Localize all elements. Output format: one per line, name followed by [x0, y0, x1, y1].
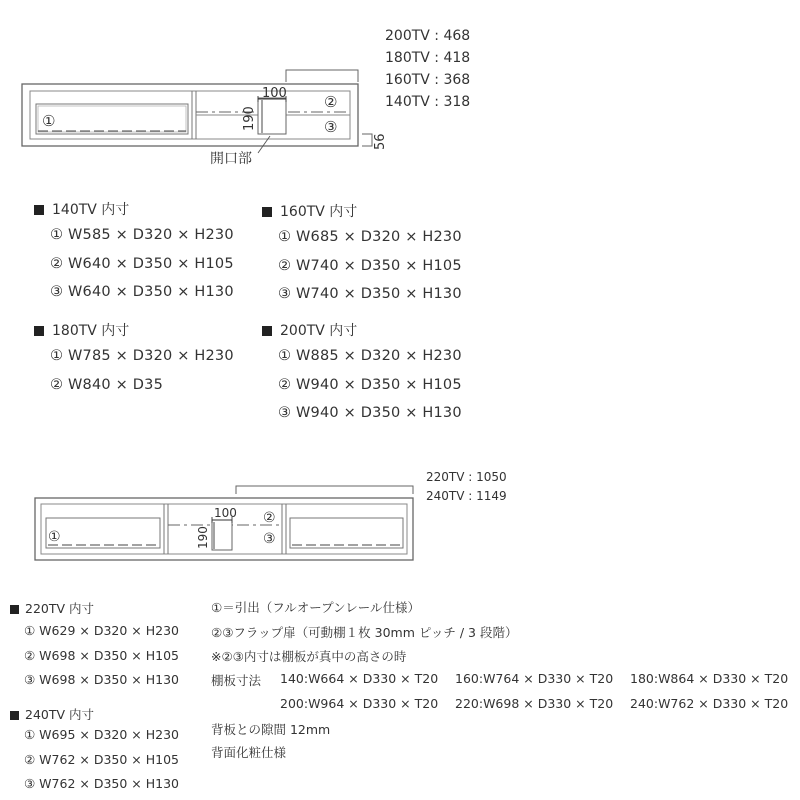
width-160: 160TV : 368: [385, 72, 471, 88]
note-flap: ②③フラップ扉（可動棚１枚 30mm ピッチ / 3 段階）: [211, 625, 518, 640]
width-220: 220TV : 1050: [426, 470, 507, 484]
drawer-left: [46, 518, 160, 548]
flap-label-2: ②: [324, 93, 338, 111]
shelf-200: 200:W964 × D330 × T20: [280, 696, 439, 711]
bullet-square-icon: [10, 605, 19, 614]
dim-190: 190: [242, 106, 257, 131]
shelf-220: 220:W698 × D330 × T20: [455, 696, 614, 711]
bullet-square-icon: [34, 205, 44, 215]
drawer-right: [290, 518, 403, 548]
drawer-label-1: ①: [42, 112, 56, 130]
shelf-label: 棚板寸法: [211, 673, 262, 688]
note-drawer: ①＝引出（フルオープンレール仕様）: [211, 600, 421, 615]
flap-label-3: ③: [263, 531, 276, 547]
flap-label-3: ③: [324, 118, 338, 136]
width-180: 180TV : 418: [385, 50, 471, 66]
width-200: 200TV : 468: [385, 28, 471, 44]
flap-label-2: ②: [263, 510, 276, 526]
note-inner: ※②③内寸は棚板が真中の高さの時: [211, 649, 407, 664]
drawer-label-1: ①: [48, 529, 61, 545]
bullet-square-icon: [262, 326, 272, 336]
dim-56: 56: [373, 133, 388, 150]
shelf-140: 140:W664 × D330 × T20: [280, 671, 439, 686]
bullet-square-icon: [262, 207, 272, 217]
dim-100: 100: [214, 506, 237, 520]
width-140: 140TV : 318: [385, 94, 471, 110]
dim-190: 190: [196, 526, 210, 549]
shelf-180: 180:W864 × D330 × T20: [630, 671, 789, 686]
shelf-160: 160:W764 × D330 × T20: [455, 671, 614, 686]
bullet-square-icon: [10, 711, 19, 720]
drawer-1: [36, 104, 188, 134]
bullet-square-icon: [34, 326, 44, 336]
note-back: 背面化粧仕様: [211, 745, 287, 760]
shelf-240: 240:W762 × D330 × T20: [630, 696, 789, 711]
note-gap: 背板との隙間 12mm: [211, 722, 331, 737]
width-240: 240TV : 1149: [426, 489, 507, 503]
top-cabinet-diagram: [0, 0, 800, 180]
cable-opening: [212, 520, 232, 550]
dim-100: 100: [262, 86, 287, 101]
opening-label: 開口部: [210, 151, 252, 167]
bottom-cabinet-diagram: [0, 460, 800, 570]
